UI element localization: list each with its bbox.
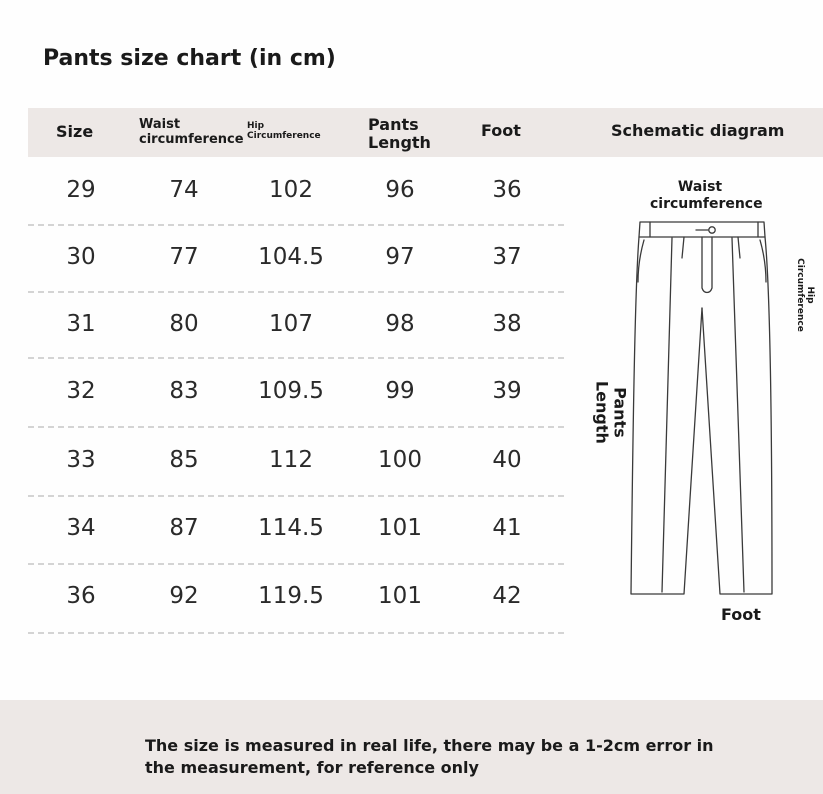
row-divider [28, 291, 564, 293]
table-row [28, 378, 568, 438]
diagram-hip-label: Hip Circumference [795, 258, 815, 332]
header-waist: Waist circumference [139, 117, 244, 147]
cell-size: 31 [66, 311, 96, 337]
cell-waist: 83 [169, 378, 199, 404]
table-row [28, 583, 568, 643]
cell-length: 99 [385, 378, 415, 404]
cell-hip: 112 [269, 447, 313, 473]
header-size: Size [56, 122, 94, 141]
row-divider [28, 563, 564, 565]
cell-waist: 74 [169, 177, 199, 203]
table-row [28, 244, 568, 304]
cell-size: 36 [66, 583, 96, 609]
cell-size: 32 [66, 378, 96, 404]
cell-size: 29 [66, 177, 96, 203]
header-length: Pants Length [368, 115, 431, 153]
cell-hip: 102 [269, 177, 313, 203]
diagram-length-label: Pants Length [592, 380, 630, 444]
cell-foot: 42 [492, 583, 522, 609]
cell-size: 34 [66, 515, 96, 541]
cell-hip: 109.5 [258, 378, 324, 404]
cell-foot: 40 [492, 447, 522, 473]
cell-foot: 37 [492, 244, 522, 270]
row-divider [28, 357, 564, 359]
cell-length: 98 [385, 311, 415, 337]
cell-size: 30 [66, 244, 96, 270]
cell-length: 101 [378, 515, 422, 541]
row-divider [28, 632, 564, 634]
trousers-outline-icon [626, 218, 776, 600]
table-row [28, 311, 568, 371]
cell-waist: 87 [169, 515, 199, 541]
cell-waist: 77 [169, 244, 199, 270]
cell-waist: 80 [169, 311, 199, 337]
diagram-foot-label: Foot [721, 605, 761, 624]
table-row [28, 447, 568, 507]
cell-hip: 107 [269, 311, 313, 337]
cell-foot: 41 [492, 515, 522, 541]
row-divider [28, 224, 564, 226]
measurement-note: The size is measured in real life, there may be a 1-2cm error in the measurement, for reference only [145, 736, 714, 777]
page-title: Pants size chart (in cm) [43, 46, 336, 71]
cell-foot: 39 [492, 378, 522, 404]
cell-length: 100 [378, 447, 422, 473]
cell-waist: 85 [169, 447, 199, 473]
header-diagram: Schematic diagram [611, 121, 785, 140]
cell-foot: 38 [492, 311, 522, 337]
cell-waist: 92 [169, 583, 199, 609]
cell-foot: 36 [492, 177, 522, 203]
cell-length: 97 [385, 244, 415, 270]
header-hip: Hip Circumference [247, 121, 321, 142]
cell-hip: 114.5 [258, 515, 324, 541]
cell-hip: 119.5 [258, 583, 324, 609]
cell-size: 33 [66, 447, 96, 473]
header-foot: Foot [481, 121, 521, 140]
cell-length: 96 [385, 177, 415, 203]
diagram-waist-label: Waist circumference [650, 179, 763, 212]
table-row [28, 177, 568, 237]
row-divider [28, 495, 564, 497]
cell-length: 101 [378, 583, 422, 609]
cell-hip: 104.5 [258, 244, 324, 270]
table-row [28, 515, 568, 575]
row-divider [28, 426, 564, 428]
